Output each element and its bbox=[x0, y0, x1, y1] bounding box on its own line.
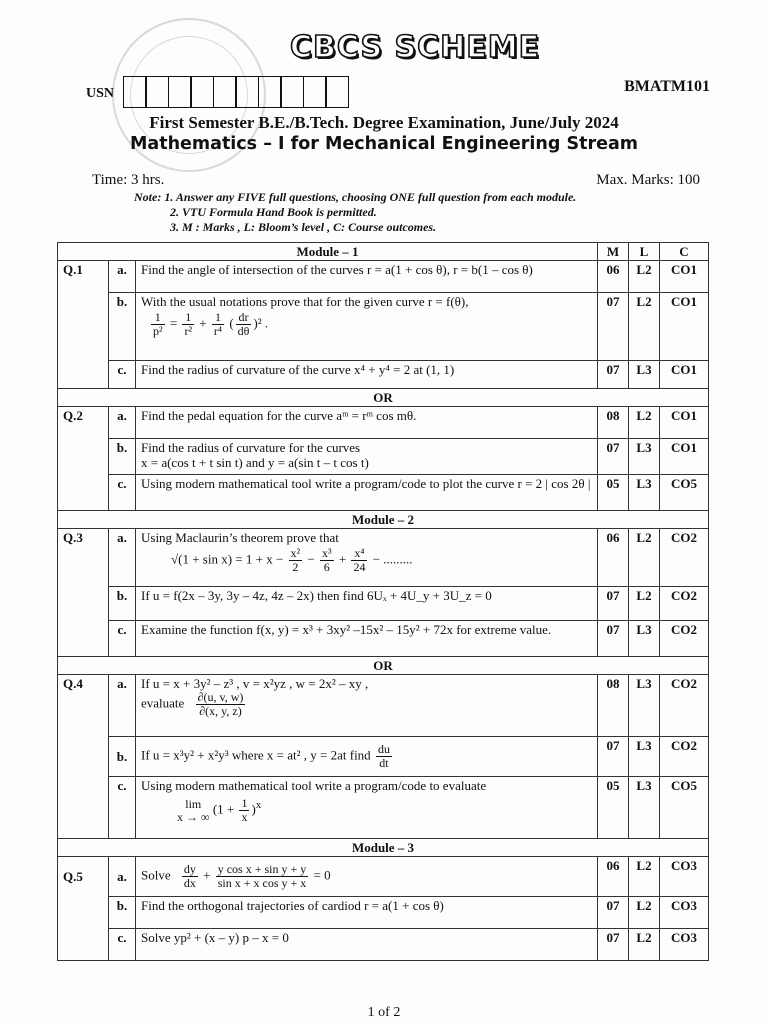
question-row bbox=[58, 261, 709, 293]
question-text-cell bbox=[136, 737, 598, 777]
note-2: 2. VTU Formula Hand Book is permitted. bbox=[170, 205, 377, 219]
usn-label: USN bbox=[86, 86, 115, 101]
question-text: Find the radius of curvature of the curve x⁴ + y⁴ = 2 at (1, 1) bbox=[136, 361, 598, 389]
question-row bbox=[58, 897, 709, 929]
level-cell: L2 bbox=[629, 407, 660, 439]
usn-box[interactable] bbox=[190, 76, 214, 108]
question-number: Q.2 bbox=[58, 407, 109, 511]
usn-boxes bbox=[124, 76, 349, 108]
usn-box[interactable] bbox=[280, 76, 304, 108]
question-row bbox=[58, 293, 709, 361]
question-text: Find the radius of curvature for the curves bbox=[141, 440, 361, 455]
question-text: With the usual notations prove that for the given curve r = f(θ), bbox=[141, 294, 469, 309]
module-header-row bbox=[58, 839, 709, 857]
question-text: Find the angle of intersection of the curves r = a(1 + cos θ), r = b(1 – cos θ) bbox=[136, 261, 598, 293]
marks-cell: 06 bbox=[598, 857, 629, 897]
formula: evaluate $\frac{\partial(u, v, w)}{\partial(x, y, z)}$ bbox=[141, 690, 244, 718]
subject-code: BMATM101 bbox=[624, 78, 710, 95]
sub-label: b. bbox=[109, 737, 136, 777]
module-header-row bbox=[58, 511, 709, 529]
marks-cell: 07 bbox=[598, 361, 629, 389]
question-text-evaluate: evaluate bbox=[141, 695, 185, 711]
formula: $\frac{dy}{dx}$ bbox=[183, 862, 196, 890]
marks-cell: 08 bbox=[598, 407, 629, 439]
instructions bbox=[134, 190, 576, 235]
co-cell: CO5 bbox=[660, 475, 709, 511]
usn-box[interactable] bbox=[123, 76, 147, 108]
sub-label: b. bbox=[109, 897, 136, 929]
marks-cell: 07 bbox=[598, 293, 629, 361]
formula: lim x → ∞ (1 + $\frac{1}{x}$ )$^x$ bbox=[177, 796, 262, 824]
level-cell: L3 bbox=[629, 621, 660, 657]
marks-cell: 05 bbox=[598, 475, 629, 511]
co-cell: CO2 bbox=[660, 675, 709, 737]
question-text: Using modern mathematical tool write a program/code to evaluate bbox=[141, 778, 487, 793]
co-cell: CO2 bbox=[660, 529, 709, 587]
question-text: Examine the function f(x, y) = x³ + 3xy² –15x² – 15y² + 72x for extreme value. bbox=[136, 621, 598, 657]
level-cell: L3 bbox=[629, 361, 660, 389]
scheme-banner: CBCS SCHEME bbox=[290, 30, 541, 65]
formula: $\frac{1}{\text{p²}}$ = $\frac{1}{\text{r²}}$ + $\frac{1}{\text{r⁴}}$ ( $\frac{dr}{d\theta}$ )² . bbox=[153, 310, 269, 338]
usn-box[interactable] bbox=[235, 76, 259, 108]
subject-title: Mathematics – I for Mechanical Engineering Stream bbox=[129, 134, 639, 154]
usn-box[interactable] bbox=[168, 76, 192, 108]
question-text-cell bbox=[136, 675, 598, 737]
marks-cell: 08 bbox=[598, 675, 629, 737]
max-marks: Max. Marks: 100 bbox=[596, 172, 700, 188]
exam-duration: Time: 3 hrs. bbox=[92, 172, 165, 188]
sub-label: a. bbox=[109, 857, 136, 897]
co-cell: CO2 bbox=[660, 737, 709, 777]
marks-cell: 07 bbox=[598, 439, 629, 475]
question-text: Find the orthogonal trajectories of cardiod r = a(1 + cos θ) bbox=[136, 897, 598, 929]
question-number: Q.3 bbox=[58, 529, 109, 657]
level-cell: L2 bbox=[629, 261, 660, 293]
or-label: OR bbox=[58, 657, 709, 675]
marks-cell: 06 bbox=[598, 529, 629, 587]
usn-box[interactable] bbox=[303, 76, 327, 108]
sub-label: a. bbox=[109, 261, 136, 293]
sub-label: a. bbox=[109, 675, 136, 737]
question-row bbox=[58, 857, 709, 897]
level-cell: L2 bbox=[629, 897, 660, 929]
or-row bbox=[58, 389, 709, 407]
question-text-cell bbox=[136, 293, 598, 361]
question-row bbox=[58, 777, 709, 839]
module-header-row bbox=[58, 243, 709, 261]
sub-label: c. bbox=[109, 777, 136, 839]
co-cell: CO1 bbox=[660, 439, 709, 475]
col-header-level: L bbox=[629, 243, 660, 261]
question-number: Q.1 bbox=[58, 261, 109, 389]
question-row bbox=[58, 587, 709, 621]
level-cell: L2 bbox=[629, 529, 660, 587]
question-text: Solve yp² + (x – y) p – x = 0 bbox=[136, 929, 598, 961]
level-cell: L3 bbox=[629, 475, 660, 511]
question-text-cell bbox=[136, 529, 598, 587]
question-row bbox=[58, 529, 709, 587]
co-cell: CO1 bbox=[660, 361, 709, 389]
marks-cell: 07 bbox=[598, 621, 629, 657]
sub-label: c. bbox=[109, 621, 136, 657]
sub-label: c. bbox=[109, 361, 136, 389]
question-row bbox=[58, 737, 709, 777]
co-cell: CO3 bbox=[660, 897, 709, 929]
question-text: Solve bbox=[141, 867, 171, 883]
question-text-cell: Solve $\frac{dy}{dx}$ + $\frac{\text{y cos x + sin y + y}}{\text{sin x + x cos y + x}}$ = 0 bbox=[136, 857, 598, 897]
formula: √(1 + sin x) = 1 + x − $\frac{\text{x²}}{2}$ − $\frac{\text{x³}}{6}$ + $\frac{\text{x⁴}}{24}$ − ......... bbox=[171, 546, 413, 574]
co-cell: CO5 bbox=[660, 777, 709, 839]
marks-cell: 07 bbox=[598, 587, 629, 621]
co-cell: CO3 bbox=[660, 929, 709, 961]
question-row bbox=[58, 929, 709, 961]
question-text: If u = f(2x – 3y, 3y – 4z, 4z – 2x) then find 6Uₓ + 4U_y + 3U_z = 0 bbox=[136, 587, 598, 621]
sub-label: c. bbox=[109, 929, 136, 961]
question-text: If u = x³y² + x²y³ where x = at² , y = 2at find bbox=[141, 747, 371, 763]
question-number: Q.4 bbox=[58, 675, 109, 839]
question-row bbox=[58, 675, 709, 737]
level-cell: L3 bbox=[629, 737, 660, 777]
question-text: Find the pedal equation for the curve aᵐ = rᵐ cos mθ. bbox=[136, 407, 598, 439]
usn-box[interactable] bbox=[258, 76, 282, 108]
sub-label: b. bbox=[109, 439, 136, 475]
question-row bbox=[58, 439, 709, 475]
sub-label: a. bbox=[109, 529, 136, 587]
question-text-line2: x = a(cos t + t sin t) and y = a(sin t – t cos t) bbox=[141, 455, 369, 470]
formula: $\frac{du}{dt}$ bbox=[377, 742, 390, 770]
question-number: Q.5 bbox=[58, 857, 109, 961]
sub-label: b. bbox=[109, 587, 136, 621]
usn-box[interactable] bbox=[213, 76, 237, 108]
col-header-co: C bbox=[660, 243, 709, 261]
co-cell: CO2 bbox=[660, 621, 709, 657]
usn-box[interactable] bbox=[325, 76, 349, 108]
col-header-marks: M bbox=[598, 243, 629, 261]
note-3: 3. M : Marks , L: Bloom’s level , C: Course outcomes. bbox=[170, 220, 437, 234]
level-cell: L2 bbox=[629, 857, 660, 897]
marks-cell: 07 bbox=[598, 929, 629, 961]
level-cell: L3 bbox=[629, 439, 660, 475]
exam-title: First Semester B.E./B.Tech. Degree Examination, June/July 2024 bbox=[149, 113, 619, 132]
question-text-cell bbox=[136, 777, 598, 839]
sub-label: b. bbox=[109, 293, 136, 361]
question-row bbox=[58, 475, 709, 511]
co-cell: CO1 bbox=[660, 293, 709, 361]
or-label: OR bbox=[58, 389, 709, 407]
co-cell: CO1 bbox=[660, 407, 709, 439]
level-cell: L3 bbox=[629, 675, 660, 737]
sub-label: a. bbox=[109, 407, 136, 439]
question-text: Using Maclaurin’s theorem prove that bbox=[141, 530, 339, 545]
co-cell: CO1 bbox=[660, 261, 709, 293]
question-text: Using modern mathematical tool write a program/code to plot the curve r = 2 | cos 2θ | bbox=[136, 475, 598, 511]
question-text: If u = x + 3y² – z³ , v = x²yz , w = 2x² – xy , bbox=[141, 676, 369, 691]
question-text-cell bbox=[136, 439, 598, 475]
module-title: Module – 2 bbox=[58, 511, 709, 529]
or-row bbox=[58, 657, 709, 675]
level-cell: L3 bbox=[629, 777, 660, 839]
marks-cell: 05 bbox=[598, 777, 629, 839]
module-title: Module – 1 bbox=[58, 243, 598, 261]
module-title: Module – 3 bbox=[58, 839, 709, 857]
question-row bbox=[58, 361, 709, 389]
marks-cell: 07 bbox=[598, 897, 629, 929]
question-row bbox=[58, 407, 709, 439]
level-cell: L2 bbox=[629, 587, 660, 621]
level-cell: L2 bbox=[629, 293, 660, 361]
usn-box[interactable] bbox=[145, 76, 169, 108]
co-cell: CO2 bbox=[660, 587, 709, 621]
marks-cell: 07 bbox=[598, 737, 629, 777]
note-1: Note: 1. Answer any FIVE full questions, choosing ONE full question from each module. bbox=[134, 190, 577, 204]
co-cell: CO3 bbox=[660, 857, 709, 897]
question-table bbox=[57, 242, 709, 961]
question-row bbox=[58, 621, 709, 657]
marks-cell: 06 bbox=[598, 261, 629, 293]
page-number: 1 of 2 bbox=[367, 1005, 401, 1020]
level-cell: L2 bbox=[629, 929, 660, 961]
sub-label: c. bbox=[109, 475, 136, 511]
